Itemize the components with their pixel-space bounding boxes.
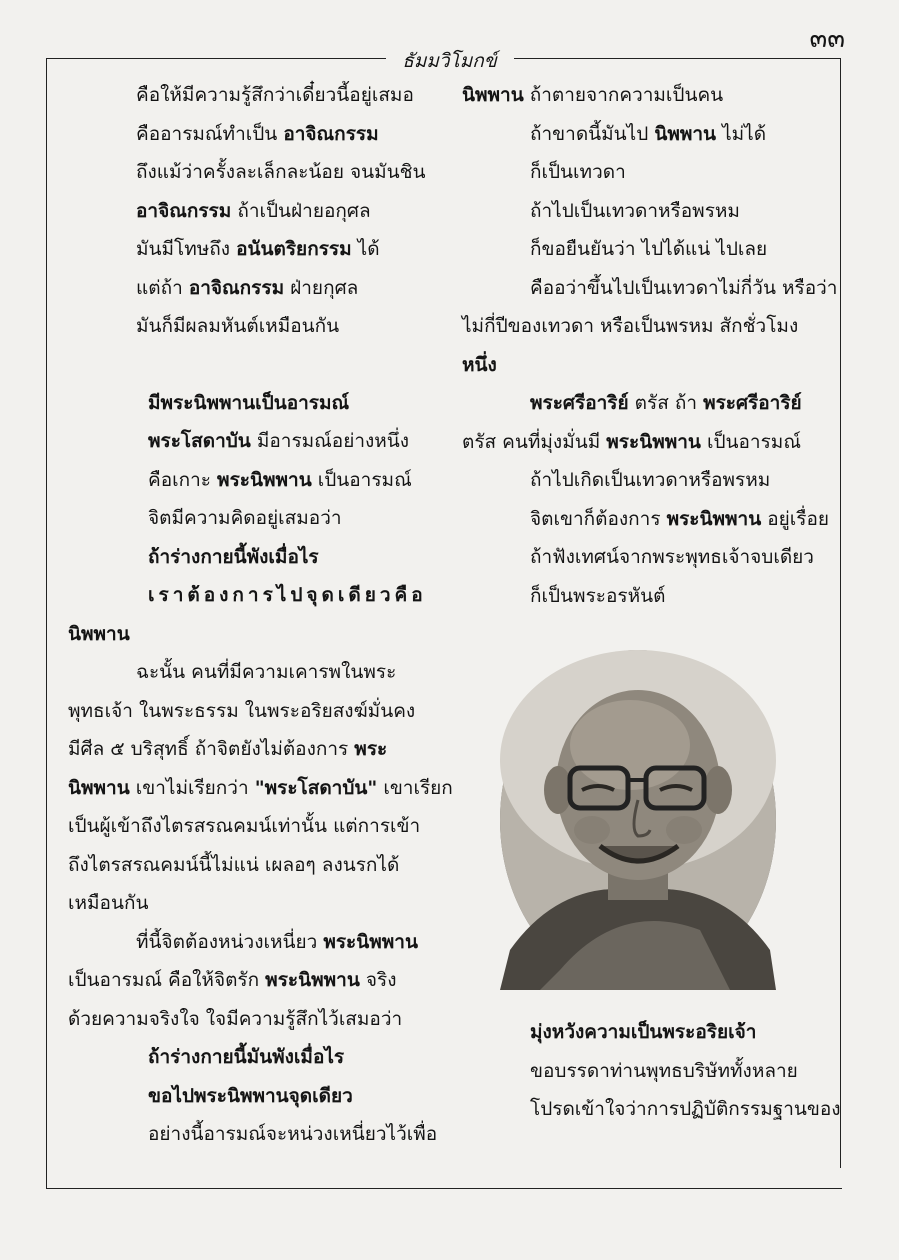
right-text-column bbox=[462, 76, 838, 615]
text-segment: อยู่เรื่อย bbox=[761, 507, 830, 530]
text-line: อย่างนี้อารมณ์จะหน่วงเหนี่ยวไว้เพื่อ bbox=[148, 1123, 438, 1145]
text-line: ถ้าไปเป็นเทวดาหรือพรหม bbox=[530, 199, 740, 222]
text-line bbox=[68, 1038, 432, 1077]
text-line bbox=[68, 538, 432, 577]
text-segment: คืออารมณ์ทำเป็น bbox=[136, 122, 284, 145]
paragraph-gap bbox=[68, 346, 432, 384]
text-line: ก็ขอยืนยันว่า ไปได้แน่ ไปเลย bbox=[530, 238, 768, 260]
text-line bbox=[462, 115, 822, 154]
text-line: หนึ่ง bbox=[462, 353, 497, 376]
text-line bbox=[462, 500, 830, 539]
bold-text: นิพพาน bbox=[654, 122, 717, 145]
text-segment: จิตเขาก็ต้องการ bbox=[530, 507, 667, 530]
text-line: ขอบรรดาท่านพุทธบริษัททั้งหลาย bbox=[530, 1059, 798, 1082]
text-line bbox=[68, 961, 432, 1000]
text-segment: คือเกาะ bbox=[148, 468, 218, 491]
text-segment: ตรัส ถ้า bbox=[628, 392, 704, 414]
bold-text: พระศรีอาริย์ bbox=[703, 392, 802, 414]
bold-text: พระนิพพาน bbox=[323, 930, 418, 953]
text-line bbox=[68, 384, 432, 423]
text-line: จิตมีความคิดอยู่เสมอว่า bbox=[148, 507, 342, 529]
bold-text: พระโสดาบัน bbox=[148, 430, 251, 452]
text-segment: เขาไม่เรียกว่า bbox=[129, 776, 255, 799]
bold-text: พระ bbox=[354, 738, 388, 760]
frame-top-right bbox=[514, 58, 841, 59]
header-title: ธัมมวิโมกข์ bbox=[402, 50, 497, 72]
text-segment: เขาเรียก bbox=[377, 776, 453, 799]
text-line bbox=[68, 730, 432, 769]
text-line: ถ้าไปเกิดเป็นเทวดาหรือพรหม bbox=[530, 469, 771, 491]
bold-text: ขอไปพระนิพพานจุดเดียว bbox=[148, 1084, 353, 1107]
text-line: ด้วยความจริงใจ ใจมีความรู้สึกไว้เสมอว่า bbox=[68, 1007, 403, 1030]
text-line bbox=[68, 769, 453, 808]
text-segment: แต่ถ้า bbox=[136, 276, 189, 299]
text-line: เป็นผู้เข้าถึงไตรสรณคมน์เท่านั้น แต่การเข้า bbox=[68, 815, 421, 837]
text-line: ก็เป็นพระอรหันต์ bbox=[530, 584, 666, 607]
left-text-column bbox=[68, 76, 453, 1154]
text-segment: มีอารมณ์อย่างหนึ่ง bbox=[250, 430, 410, 452]
bold-text: พระศรีอาริย์ bbox=[530, 392, 629, 414]
bold-text: นิพพาน bbox=[462, 84, 524, 106]
text-line: ถึงแม้ว่าครั้งละเล็กละน้อย จนมันชิน bbox=[136, 161, 426, 183]
text-line bbox=[462, 76, 822, 115]
text-line bbox=[68, 230, 432, 269]
bold-text: เราต้องการไปจุดเดียวคือ bbox=[148, 584, 427, 606]
bold-text: นิพพาน bbox=[68, 622, 130, 645]
text-line: มันก็มีผลมหันต์เหมือนกัน bbox=[136, 315, 340, 337]
text-segment: ไม่ได้ bbox=[716, 122, 767, 145]
text-line: ฉะนั้น คนที่มีความเคารพในพระ bbox=[136, 661, 397, 683]
text-segment: ถ้าขาดนี้มันไป bbox=[530, 122, 655, 145]
bold-text: อนันตริยกรรม bbox=[236, 238, 352, 260]
text-line bbox=[68, 461, 432, 500]
frame-top-left bbox=[46, 58, 386, 59]
frame-right bbox=[840, 58, 841, 1168]
text-line bbox=[68, 1077, 432, 1116]
text-line bbox=[68, 422, 432, 461]
bold-text: มุ่งหวังความเป็นพระอริยเจ้า bbox=[530, 1021, 757, 1043]
bold-text: พระนิพพาน bbox=[606, 430, 701, 453]
text-line: ก็เป็นเทวดา bbox=[530, 161, 626, 183]
bold-text: อาจิณกรรม bbox=[283, 122, 379, 145]
text-line bbox=[68, 115, 432, 154]
text-segment: จริง bbox=[359, 969, 397, 991]
text-segment: ได้ bbox=[351, 238, 380, 260]
text-line: คืออว่าขึ้นไปเป็นเทวดาไม่กี่วัน หรือว่า bbox=[530, 276, 838, 299]
text-segment: ที่นี้จิตต้องหน่วงเหนี่ยว bbox=[136, 930, 324, 953]
text-line bbox=[462, 1013, 822, 1052]
text-line bbox=[68, 923, 432, 962]
text-segment: ถ้าเป็นฝ่ายอกุศล bbox=[231, 199, 371, 222]
text-line bbox=[68, 269, 432, 308]
text-line: ถ้าฟังเทศน์จากพระพุทธเจ้าจบเดียว bbox=[530, 546, 814, 568]
bold-text: อาจิณกรรม bbox=[188, 276, 285, 299]
text-line: ไม่กี่ปีของเทวดา หรือเป็นพรหม สักชั่วโมง bbox=[462, 315, 799, 337]
text-line bbox=[462, 384, 822, 423]
bold-text: อาจิณกรรม bbox=[136, 199, 232, 222]
bold-text: ถ้าร่างกายนี้มันพังเมื่อไร bbox=[148, 1046, 345, 1068]
text-segment: เป็นอารมณ์ bbox=[311, 468, 412, 491]
text-line: เหมือนกัน bbox=[68, 892, 149, 914]
text-line: พุทธเจ้า ในพระธรรม ในพระอริยสงฆ์มั่นคง bbox=[68, 699, 416, 722]
text-segment: มีศีล ๕ บริสุทธิ์ ถ้าจิตยังไม่ต้องการ bbox=[68, 738, 355, 760]
text-segment: ตรัส คนที่มุ่งมั่นมี bbox=[462, 430, 607, 453]
page-number: ๓๓ bbox=[809, 24, 845, 54]
text-line bbox=[462, 423, 822, 462]
text-line bbox=[68, 576, 432, 615]
bold-text: พระนิพพาน bbox=[666, 507, 762, 530]
text-segment: ถ้าตายจากความเป็นคน bbox=[523, 84, 724, 106]
text-segment: เป็นอารมณ์ คือให้จิตรัก bbox=[68, 969, 266, 991]
text-segment: มันมีโทษถึง bbox=[136, 238, 237, 260]
text-line bbox=[68, 615, 432, 654]
bold-text: มีพระนิพพานเป็นอารมณ์ bbox=[148, 391, 350, 414]
bold-text: นิพพาน bbox=[68, 776, 130, 799]
right-bottom-text bbox=[462, 1013, 841, 1129]
text-line: ถึงไตรสรณคมน์นี้ไม่แน่ เผลอๆ ลงนรกได้ bbox=[68, 853, 400, 876]
monk-portrait-photo bbox=[500, 650, 776, 990]
text-line bbox=[68, 192, 432, 231]
bold-text: "พระโสดาบัน" bbox=[254, 776, 378, 799]
bold-text: ถ้าร่างกายนี้พังเมื่อไร bbox=[148, 545, 319, 568]
text-line: โปรดเข้าใจว่าการปฏิบัติกรรมฐานของ bbox=[530, 1098, 841, 1120]
text-line: คือให้มีความรู้สึกว่าเดี๋ยวนี้อยู่เสมอ bbox=[136, 84, 414, 106]
bold-text: พระนิพพาน bbox=[265, 969, 360, 991]
bold-text: พระนิพพาน bbox=[217, 468, 312, 491]
text-segment: ฝ่ายกุศล bbox=[284, 276, 359, 299]
text-segment: เป็นอารมณ์ bbox=[700, 430, 801, 453]
